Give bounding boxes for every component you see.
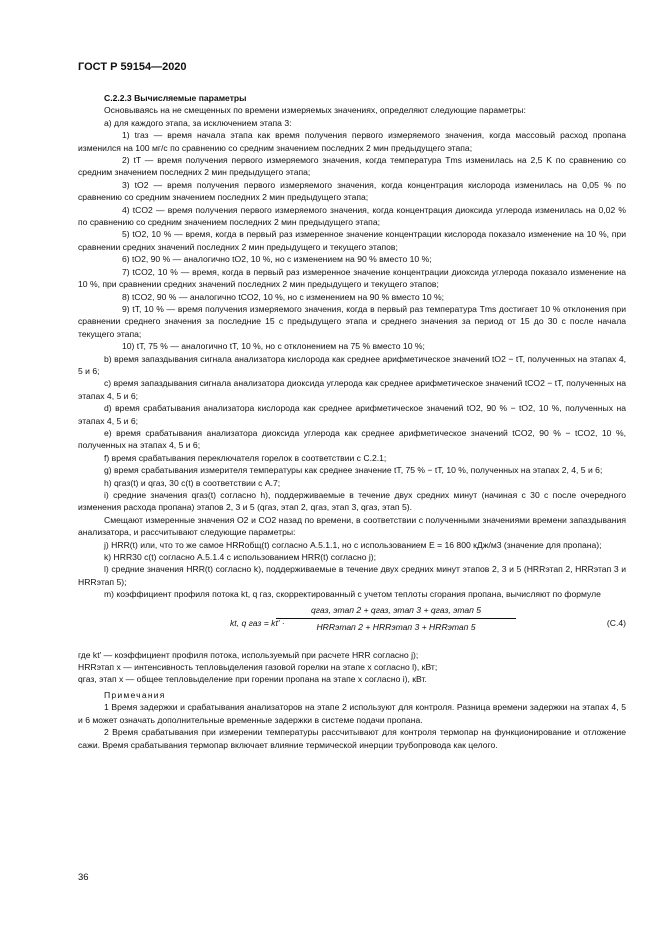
item-paragraph: i) средние значения qгаз(t) согласно h), поддерживаемые в течение двух средних минут (начиная с 30 с после очередного изменения расхода пропана) этапов 2, 3 и 5 (qгаз, этап 2, qгаз, этап 3, qгаз, этап 5).	[78, 490, 626, 513]
formula-denominator: HRRэтап 2 + HRRэтап 3 + HRRэтап 5	[316, 622, 476, 633]
formula-numerator: qгаз, этап 2 + qгаз, этап 3 + qгаз, этап 5	[276, 604, 516, 619]
item-paragraph: h) qгаз(t) и qгаз, 30 c(t) в соответствии с А.7;	[104, 477, 281, 488]
item-a: а) для каждого этапа, за исключением этапа 3:	[104, 117, 292, 128]
item-paragraph: b) время запаздывания сигнала анализатора кислорода как среднее арифметическое значений tO2 − tT, полученных на этапах 4, 5 и 6;	[78, 353, 626, 376]
where-line: qгаз, этап x — общее тепловыделение при горении пропана на этапе x согласно i), кВт.	[78, 674, 427, 685]
note-paragraph: 1 Время задержки и срабатывания анализаторов на этапе 2 используют для контроля. Разница времени задержки на этапах 4, 5 и 6 может означать дополнительные временные задержки в системе подачи пропана.	[78, 702, 626, 725]
document-header: ГОСТ Р 59154—2020	[78, 61, 187, 73]
item-paragraph: f) время срабатывания переключателя горелок в соответствии с С.2.1;	[104, 452, 387, 463]
formula-lhs: kt, q газ = kt' ·	[230, 617, 285, 628]
section-heading: С.2.2.3 Вычисляемые параметры	[104, 93, 247, 103]
item-paragraph: m) коэффициент профиля потока kt, q газ, скорректированный с учетом теплоты сгорания пропана, вычисляют по формуле	[104, 589, 601, 600]
notes-title: Примечания	[104, 689, 166, 700]
list-item: 6) tO2, 90 % — аналогично tO2, 10 %, но с изменением на 90 % вместо 10 %;	[122, 254, 432, 265]
list-item: 5) tO2, 10 % — время, когда в первый раз измеренное значение концентрации кислорода показало изменение на 10 %, при сравнении средних значений последних 2 мин предыдущего и текущего этапов;	[78, 229, 626, 252]
list-item: 8) tCO2, 90 % — аналогично tCO2, 10 %, но с изменением на 90 % вместо 10 %;	[122, 291, 445, 302]
list-item: 1) tгаз — время начала этапа как время получения первого измеряемого значения, когда массовый расход пропана изменился на 100 мг/с по сравнению со средним значением последних 2 мин предыдущего этапа;	[78, 130, 626, 153]
item-paragraph: e) время срабатывания анализатора диоксида углерода как среднее арифметическое значений tCO2, 90 % − tCO2, 10 %, полученных на этапах 4, 5 и 6;	[78, 427, 626, 451]
list-item: 10) tT, 75 % — аналогично tT, 10 %, но с отклонением на 75 % вместо 10 %;	[122, 341, 425, 352]
list-item: 2) tT — время получения первого измеряемого значения, когда температура Tms изменилась на 2,5 K по сравнению со средним значением последних 2 мин предыдущего этапа;	[78, 155, 626, 178]
list-item: 7) tCO2, 10 % — время, когда в первый раз измеренное значение концентрации диоксида углерода показало изменение на 10 %, при сравнении средних значений последних 2 мин предыдущего и текущего этапов;	[78, 266, 626, 290]
intro-paragraph: Основываясь на не смещенных по времени измеряемых значениях, определяют следующие параметры:	[104, 105, 526, 116]
item-paragraph: j) HRR(t) или, что то же самое HRRобщ(t) согласно А.5.1.1, но с использованием E = 16 800 кДж/м3 (значение для пропана);	[104, 539, 602, 550]
formula-number: (С.4)	[606, 617, 626, 628]
where-line: где kt' — коэффициент профиля потока, используемый при расчете HRR согласно j);	[78, 649, 419, 660]
note-paragraph: 2 Время срабатывания при измерении температуры рассчитывают для контроля термопар на функционирование и отложение сажи. Время срабатывания термопар включает влияние термической инерции трубопровода как целого.	[78, 727, 626, 750]
where-block	[78, 649, 626, 686]
where-line: HRRэтап x — интенсивность тепловыделения газовой горелки на этапе x согласно l), кВт;	[78, 662, 438, 673]
list-item: 4) tCO2 — время получения первого измеряемого значения, когда концентрация диоксида углерода изменилась на 0,02 % по сравнению со средним значением последних 2 мин предыдущего этапа;	[78, 204, 626, 228]
item-paragraph: l) средние значения HRR(t) согласно k), поддерживаемые в течение двух средних минут этапов 2, 3 и 5 (HRRэтап 2, HRRэтап 3 и HRRэтап 5);	[78, 564, 626, 587]
list-item: 9) tT, 10 % — время получения измеряемого значения, когда в первый раз температура Tms достигает 10 % отклонения при сравнении среднего значения за последние 15 с предыдущего этапа и среднего значения за период от 15 до 30 с после начала текущего этапа;	[78, 303, 626, 339]
list-item: 3) tO2 — время получения первого измеряемого значения, когда концентрация кислорода изменилась на 0,05 % по сравнению со средним значением последних 2 мин предыдущего этапа;	[78, 179, 626, 203]
formula-c4	[78, 604, 626, 644]
item-paragraph: g) время срабатывания измерителя температуры как среднее значение tT, 75 % − tT, 10 %, полученных на этапах 2, 4, 5 и 6;	[104, 465, 603, 476]
shift-paragraph: Смещают измеренные значения O2 и CO2 назад по времени, в соответствии с полученными значениями времени запаздывания анализатора, и рассчитывают следующие параметры:	[78, 514, 626, 538]
item-paragraph: d) время срабатывания анализатора кислорода как среднее арифметическое значений tO2, 90 % − tO2, 10 %, полученных на этапах 4, 5 и 6;	[78, 403, 626, 426]
formula-fraction	[276, 604, 516, 634]
item-paragraph: k) HRR30 c(t) согласно А.5.1.4 с использованием HRR(t) согласно j);	[104, 552, 377, 563]
item-paragraph: c) время запаздывания сигнала анализатора диоксида углерода как среднее арифметическое значений tCO2 − tT, полученных на этапах 4, 5 и 6;	[78, 378, 626, 401]
document-body	[78, 92, 626, 751]
page-number: 36	[78, 872, 89, 883]
